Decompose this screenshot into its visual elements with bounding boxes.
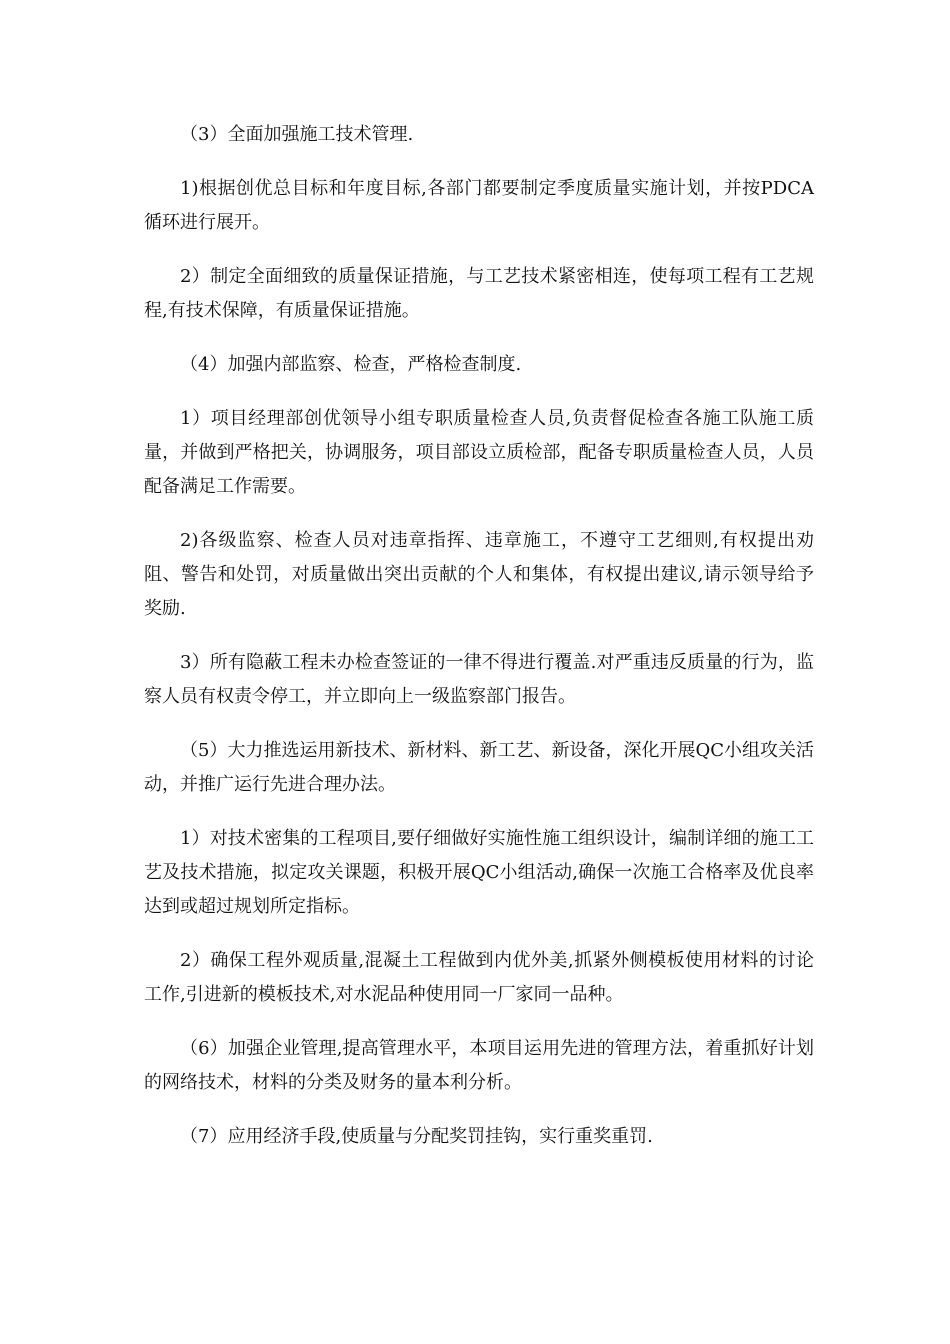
paragraph: 3）所有隐蔽工程未办检查签证的一律不得进行覆盖.对严重违反质量的行为，监察人员有权责令停工，并立即向上一级监察部门报告。 — [144, 652, 814, 707]
paragraph: 1）项目经理部创优领导小组专职质量检查人员,负责督促检查各施工队施工质量，并做到严格把关，协调服务，项目部设立质检部，配备专职质量检查人员，人员配备满足工作需要。 — [144, 408, 814, 497]
paragraph: 1)根据创优总目标和年度目标,各部门都要制定季度质量实施计划，并按PDCA循环进行展开。 — [144, 178, 814, 233]
section-heading-4: （4）加强内部监察、检查，严格检查制度. — [180, 354, 522, 375]
paragraph: 1）对技术密集的工程项目,要仔细做好实施性施工组织设计，编制详细的施工工艺及技术措施，拟定攻关课题，积极开展QC小组活动,确保一次施工合格率及优良率达到或超过规划所定指标。 — [144, 828, 814, 917]
paragraph: 2）制定全面细致的质量保证措施，与工艺技术紧密相连，使每项工程有工艺规程,有技术保障，有质量保证措施。 — [144, 266, 814, 321]
section-heading-7: （7）应用经济手段,使质量与分配奖罚挂钩，实行重奖重罚. — [180, 1126, 653, 1147]
section-heading-5: （5）大力推选运用新技术、新材料、新工艺、新设备，深化开展QC小组攻关活动，并推广运行先进合理办法。 — [144, 740, 814, 795]
paragraph: 2）确保工程外观质量,混凝土工程做到内优外美,抓紧外侧模板使用材料的讨论工作,引进新的模板技术,对水泥品种使用同一厂家同一品种。 — [144, 950, 814, 1005]
document-body — [144, 118, 814, 1174]
section-heading-6: （6）加强企业管理,提高管理水平，本项目运用先进的管理方法，着重抓好计划的网络技术，材料的分类及财务的量本利分析。 — [144, 1038, 814, 1093]
section-heading-3: （3）全面加强施工技术管理. — [180, 124, 414, 145]
paragraph: 2)各级监察、检查人员对违章指挥、违章施工，不遵守工艺细则,有权提出劝阻、警告和处罚，对质量做出突出贡献的个人和集体，有权提出建议,请示领导给予奖励. — [144, 530, 814, 619]
